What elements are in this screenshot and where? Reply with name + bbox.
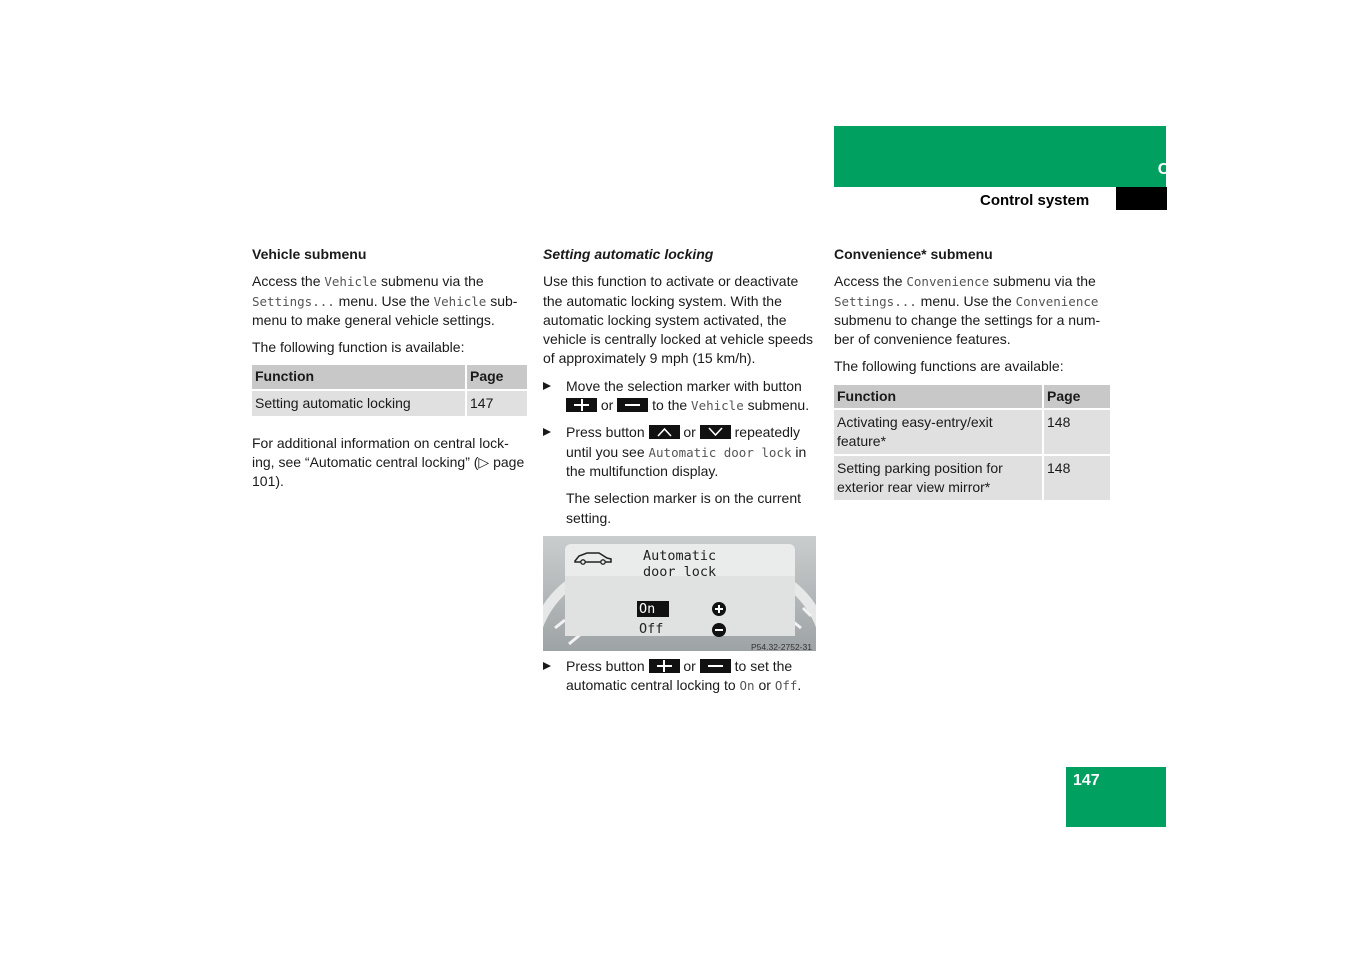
table-header-page: Page (1043, 385, 1110, 409)
table-header-function: Function (834, 385, 1043, 409)
minus-button-icon (617, 398, 648, 412)
vehicle-submenu-heading: Vehicle submenu (252, 246, 367, 262)
display-minus-icon (712, 623, 726, 637)
multifunction-display-image (543, 536, 816, 651)
section-marker (1116, 187, 1167, 210)
convenience-submenu-heading: Convenience* submenu (834, 246, 993, 262)
convenience-function-table (834, 385, 1110, 500)
table-header-page: Page (466, 365, 527, 389)
page-number: 147 (1073, 772, 1100, 789)
bullet-arrow-icon (543, 382, 551, 390)
step-3: Press button or to set the automatic central locking to On or Off. (543, 657, 818, 696)
bullet-arrow-icon (543, 662, 551, 670)
vehicle-available-text: The following function is available: (252, 339, 465, 356)
bullet-arrow-icon (543, 428, 551, 436)
automatic-locking-column (543, 245, 818, 703)
car-icon (573, 550, 613, 566)
page-number-tab (1066, 767, 1166, 827)
down-button-icon (700, 425, 731, 439)
display-plus-icon (712, 602, 726, 616)
table-header-function: Function (252, 365, 466, 389)
vehicle-function-table (252, 365, 527, 415)
chapter-title: Controls in detail (1157, 161, 1292, 178)
display-line-1: Automatic (643, 547, 717, 564)
selection-note: The selection marker is on the current setting. (566, 490, 801, 526)
table-row: Setting automatic locking 147 (252, 390, 527, 416)
display-option-on: On (637, 601, 669, 617)
display-line-2: door lock (643, 563, 717, 580)
step-1: Move the selection marker with button or to the Vehicle submenu. (543, 377, 818, 416)
vehicle-intro: Access the Vehicle submenu via the Settings... menu. Use the Vehicle sub-menu to make general vehicle settings. (252, 273, 518, 328)
plus-button-icon (566, 398, 597, 412)
section-title: Control system (980, 192, 1090, 209)
display-option-off: Off (639, 620, 664, 637)
plus-button-icon (649, 659, 680, 673)
table-row: Activating easy-entry/exit feature* 148 (834, 409, 1110, 455)
automatic-locking-heading: Setting automatic locking (543, 246, 714, 262)
convenience-intro: Access the Convenience submenu via the Settings... menu. Use the Convenience submenu to change the settings for a num-ber of convenience features. (834, 273, 1101, 348)
minus-button-icon (700, 659, 731, 673)
up-button-icon (649, 425, 680, 439)
automatic-locking-intro: Use this function to activate or deactivate the automatic locking system. With the automatic locking system activated, the vehicle is centrally locked at vehicle speeds of approximately 9 mph (15 km/h). (543, 273, 814, 367)
convenience-submenu-column (834, 245, 1110, 500)
vehicle-submenu-column (252, 245, 527, 500)
convenience-available-text: The following functions are available: (834, 358, 1064, 375)
vehicle-additional-info: For additional information on central lock-ing, see “Automatic central locking” (▷ page 101). (252, 434, 525, 490)
header-bar (834, 126, 1166, 187)
step-2: Press button or repeatedly until you see Automatic door lock in the multifunction display. (543, 423, 818, 481)
figure-reference: P54.32-2752-31 (751, 641, 812, 651)
table-row: Setting parking position for exterior rear view mirror* 148 (834, 455, 1110, 500)
